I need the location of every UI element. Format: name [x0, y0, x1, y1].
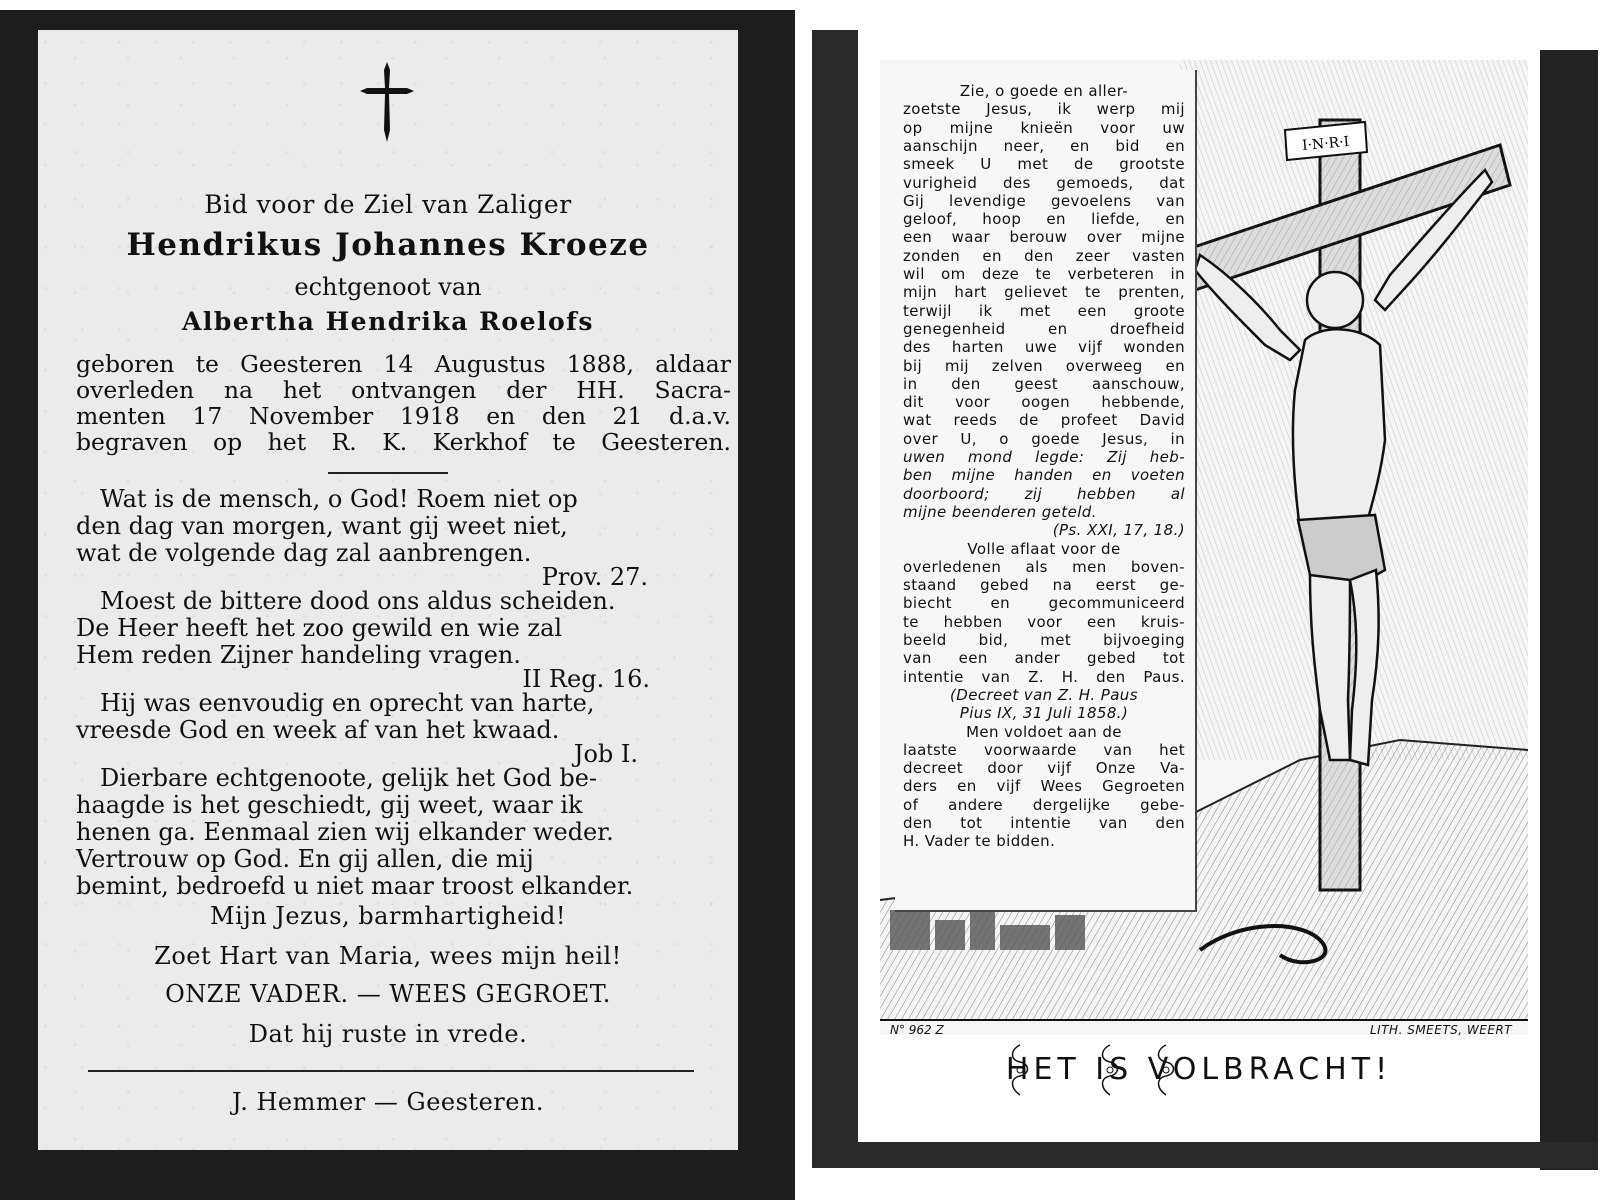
scan-shadow: [812, 1142, 1598, 1168]
prayer-line: staand gebed na eerst ge-: [903, 576, 1185, 595]
prayer-line: H. Vader te bidden.: [903, 832, 1056, 851]
deceased-name: Hendrikus Johannes Kroeze: [126, 227, 650, 263]
prayer-line: genegenheid en droefheid: [903, 319, 1185, 338]
prayer-line: des harten uwe vijf wonden: [903, 338, 1185, 357]
prayer-line: intentie van Z. H. den Paus.: [903, 667, 1185, 686]
prayer-line: smeek U met de grootste: [903, 155, 1185, 174]
scan-shadow: [812, 30, 858, 1160]
scan-shadow: [1540, 50, 1598, 1170]
spouse-relation: echtgenoot van: [294, 273, 482, 301]
prayer-line: terwijl ik met een groote: [903, 301, 1185, 320]
verse-line: Vertrouw op God. En gij allen, die mij: [76, 845, 534, 873]
prayer-line: Pius IX, 31 Juli 1858.): [959, 704, 1129, 723]
prayer-line: bij mij zelven overweeg en: [903, 356, 1185, 375]
prayer-heading: Bid voor de Ziel van Zaliger: [204, 190, 572, 219]
verse-line: Wat is de mensch, o God! Roem niet op: [100, 485, 578, 513]
prayer-line: laatste voorwaarde van het: [903, 740, 1185, 759]
verse-line: haagde is het geschiedt, gij weet, waar ik: [76, 791, 583, 819]
scripture-reference: Job I.: [573, 740, 638, 768]
prayer-line: zonden en den zeer vasten: [903, 246, 1185, 265]
verse-line: henen ga. Eenmaal zien wij elkander weder.: [76, 818, 614, 846]
bio-line: menten 17 November 1918 en den 21 d.a.v.: [76, 402, 731, 430]
prayer-line: zoetste Jesus, ik werp mij: [903, 100, 1185, 119]
scripture-reference: Prov. 27.: [541, 563, 648, 591]
prayer-line: ben mijne handen en voeten: [903, 466, 1185, 485]
prayer-line: op mijne knieën voor uw: [903, 118, 1185, 137]
prayer-line: van een ander gebed tot: [903, 649, 1185, 668]
prayer-line: biecht en gecommuniceerd: [903, 594, 1185, 613]
prayer-line: ders en vijf Wees Gegroeten: [903, 777, 1185, 796]
cross-icon: [352, 60, 422, 145]
prayer-line: den tot intentie van den: [903, 814, 1185, 832]
divider: [88, 1070, 694, 1072]
prayer-text-panel: [895, 70, 1197, 912]
verse-line: Hij was eenvoudig en oprecht van harte,: [100, 689, 595, 717]
prayer-line: Volle aflaat voor de: [967, 539, 1121, 558]
prayer-line: beeld bid, met bijvoeging: [903, 631, 1185, 649]
prayer-line: geloof, hoop en liefde, en: [903, 210, 1185, 229]
prayer-line: overledenen als men boven-: [903, 557, 1185, 576]
prayer-line: te hebben voor een kruis-: [903, 612, 1185, 631]
prayer-line: uwen mond legde: Zij heb-: [903, 448, 1185, 466]
memorial-card-text-side: [38, 30, 738, 1150]
inri-title: I·N·R·I: [1301, 133, 1350, 155]
prayer-line: Men voldoet aan de: [966, 722, 1122, 741]
publisher-credit: LITH. SMEETS, WEERT: [1370, 1023, 1513, 1037]
rest-in-peace: Dat hij ruste in vrede.: [248, 1020, 528, 1048]
bio-line: overleden na het ontvangen der HH. Sacra-: [76, 376, 731, 404]
prayer-line: aanschijn neer, en bid en: [903, 136, 1185, 155]
verse-line: vreesde God en week af van het kwaad.: [76, 716, 560, 744]
prayer-line: (Decreet van Z. H. Paus: [950, 685, 1138, 704]
divider: [328, 472, 448, 474]
scripture-reference: II Reg. 16.: [522, 665, 650, 693]
prayer-line: decreet door vijf Onze Va-: [903, 759, 1185, 778]
prayer-line: een waar berouw over mijne: [903, 228, 1185, 247]
prayer-line: mijn hart gelievet te prenten,: [903, 283, 1185, 302]
printer-credit: J. Hemmer — Geesteren.: [231, 1088, 545, 1116]
verse-line: Moest de bittere dood ons aldus scheiden.: [100, 587, 616, 615]
verse-line: wat de volgende dag zal aanbrengen.: [76, 539, 532, 567]
prayer-line: in den geest aanschouw,: [903, 374, 1185, 393]
spouse-name: Albertha Hendrika Roelofs: [181, 307, 594, 336]
prayer-line: wat reeds de profeet David: [903, 411, 1185, 430]
bio-line: begraven op het R. K. Kerkhof te Geesteren.: [76, 428, 731, 456]
prayer-line: doorboord; zij hebben al: [903, 484, 1185, 503]
closing-invocation: Zoet Hart van Maria, wees mijn heil!: [154, 942, 622, 970]
prayer-line: Zie, o goede en aller-: [959, 82, 1129, 100]
verse-line: den dag van morgen, want gij weet niet,: [76, 512, 568, 540]
verse-line: De Heer heeft het zoo gewild en wie zal: [76, 614, 563, 642]
plate-number: N° 962 Z: [890, 1023, 944, 1037]
verse-line: Dierbare echtgenoote, gelijk het God be-: [100, 764, 598, 792]
prayer-line: vurigheid des gemoeds, dat: [903, 173, 1185, 192]
verse-line: Hem reden Zijner handeling vragen.: [76, 641, 521, 669]
verse-line: bemint, bedroefd u niet maar troost elkander.: [76, 872, 634, 900]
prayer-line: over U, o goede Jesus, in: [903, 429, 1185, 448]
prayer-line: of andere dergelijke gebe-: [903, 795, 1185, 814]
prayer-line: wil om deze te verbeteren in: [903, 265, 1185, 283]
prayer-line: Gij levendige gevoelens van: [903, 191, 1185, 210]
closing-prayers: ONZE VADER. — WEES GEGROET.: [165, 980, 611, 1008]
engraving-caption: HET IS VOLBRACHT!: [1005, 1052, 1393, 1087]
prayer-line: dit voor oogen hebbende,: [903, 393, 1185, 412]
prayer-line: (Ps. XXI, 17, 18.): [1052, 521, 1185, 540]
bio-line: geboren te Geesteren 14 Augustus 1888, aldaar: [76, 350, 731, 378]
prayer-line: mijne beenderen geteld.: [903, 502, 1097, 521]
closing-invocation: Mijn Jezus, barmhartigheid!: [210, 902, 566, 930]
